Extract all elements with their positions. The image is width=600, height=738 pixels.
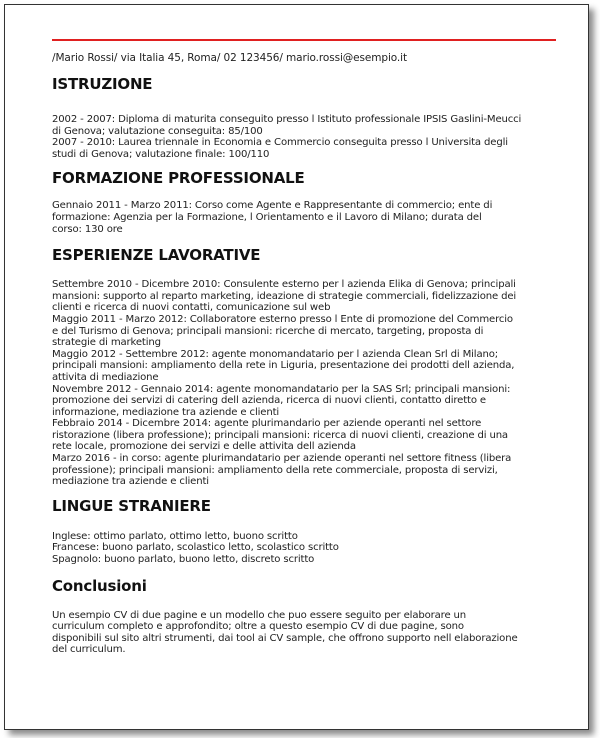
text-line: informazione, mediazione tra aziende e clienti: [52, 406, 280, 418]
text-line: ristorazione (libera professione); principali mansioni: ricerca di nuovi clienti, creazione di una: [52, 429, 508, 441]
contact-line: /Mario Rossi/ via Italia 45, Roma/ 02 123456/ mario.rossi@esempio.it: [52, 52, 407, 64]
text-line: mansioni: supporto al reparto marketing, ideazione di strategie commerciali, fidelizzazione dei: [52, 290, 517, 302]
text-line: professione); principali mansioni: ampliamento della rete commerciale, proposta di servizi,: [52, 464, 498, 476]
text-line: attivita di mediazione: [52, 371, 159, 383]
text-line: Inglese: ottimo parlato, ottimo letto, buono scritto: [52, 530, 298, 542]
text-line: mediazione tra aziende e clienti: [52, 476, 209, 488]
text-line: corso: 130 ore: [52, 223, 123, 235]
section-heading-lingue: LINGUE STRANIERE: [52, 496, 211, 515]
text-line: Spagnolo: buono parlato, buono letto, discreto scritto: [52, 554, 315, 566]
text-line: Maggio 2012 - Settembre 2012: agente monomandatario per l azienda Clean Srl di Milano;: [52, 348, 499, 360]
section-heading-formazione: FORMAZIONE PROFESSIONALE: [52, 169, 305, 188]
section-heading-esperienze: ESPERIENZE LAVORATIVE: [52, 246, 261, 265]
section-body-istruzione: [52, 114, 562, 160]
text-line: strategie di marketing: [52, 337, 161, 349]
text-line: 2007 - 2010: Laurea triennale in Economia e Commercio conseguita presso l Universita degli: [52, 137, 508, 149]
text-line: di Genova; valutazione conseguita: 85/100: [52, 125, 263, 137]
section-heading-istruzione: ISTRUZIONE: [52, 75, 153, 93]
document-page: [4, 4, 589, 730]
text-line: Febbraio 2014 - Dicembre 2014: agente plurimandario per aziende operanti nel settore: [52, 418, 482, 430]
text-line: formazione: Agenzia per la Formazione, l Orientamento e il Lavoro di Milano; durata del: [52, 211, 482, 223]
section-body-lingue: [52, 531, 562, 566]
text-line: studi di Genova; valutazione finale: 100/110: [52, 148, 270, 160]
text-line: curriculum completo e approfondito; oltre a questo esempio CV di due pagine, sono: [52, 621, 464, 633]
text-line: Francese: buono parlato, scolastico letto, scolastico scritto: [52, 542, 339, 554]
text-line: Novembre 2012 - Gennaio 2014: agente monomandatario per la SAS Srl; principali mansioni:: [52, 383, 511, 395]
text-line: clienti e ricerca di nuovi contatti, comunicazione sul web: [52, 302, 331, 314]
text-line: del curriculum.: [52, 644, 126, 656]
text-line: Maggio 2011 - Marzo 2012: Collaboratore esterno presso l Ente di promozione del Commercio: [52, 313, 513, 325]
cv-content: [52, 51, 562, 656]
text-line: 2002 - 2007: Diploma di maturita conseguito presso l Istituto professionale IPSIS Gaslini-Meucci: [52, 114, 522, 125]
text-line: e del Turismo di Genova; principali mansioni: ricerche di mercato, targeting, proposta di: [52, 325, 484, 337]
text-line: Un esempio CV di due pagine e un modello che puo essere seguito per elaborare un: [52, 609, 467, 621]
section-body-formazione: [52, 200, 562, 235]
text-line: Marzo 2016 - in corso: agente plurimandatario per aziende operanti nel settore fitness (libera: [52, 453, 512, 465]
text-line: promozione dei servizi di catering dell azienda, ricerca di nuovi clienti, contatto diretto e: [52, 395, 486, 407]
header-divider: [52, 39, 556, 41]
section-body-esperienze: [52, 279, 562, 488]
text-line: principali mansioni: ampliamento della rete in Liguria, presentazione dei prodotti dell azienda,: [52, 360, 515, 372]
text-line: Gennaio 2011 - Marzo 2011: Corso come Agente e Rappresentante di commercio; ente di: [52, 200, 493, 212]
section-heading-conclusioni: Conclusioni: [52, 576, 147, 595]
text-line: Settembre 2010 - Dicembre 2010: Consulente esterno per l azienda Elika di Genova; principali: [52, 279, 516, 291]
text-line: disponibili sul sito altri strumenti, dai tool ai CV sample, che offrono supporto nell elaborazione: [52, 632, 518, 644]
text-line: rete locale, promozione dei servizi e delle attivita dell azienda: [52, 441, 356, 453]
section-body-conclusioni: [52, 610, 562, 656]
